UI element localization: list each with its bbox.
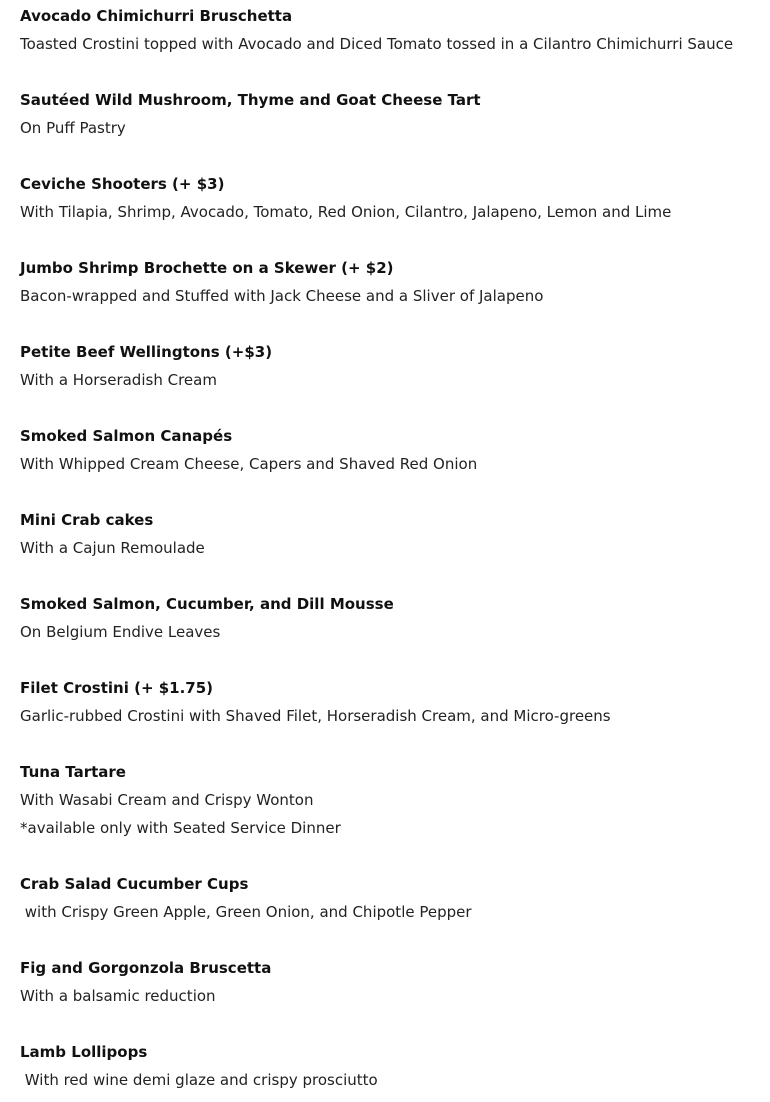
item-description: With Whipped Cream Cheese, Capers and Shaved Red Onion (20, 455, 478, 473)
item-name: Avocado Chimichurri Bruschetta (20, 7, 293, 25)
menu-item-lamb-lollipops (20, 1038, 760, 1094)
item-name: Petite Beef Wellingtons (+$3) (20, 343, 273, 361)
item-note: *available only with Seated Service Dinner (20, 819, 341, 837)
item-name: Crab Salad Cucumber Cups (20, 875, 249, 893)
menu-item-smoked-salmon-canapes (20, 422, 760, 478)
item-name: Jumbo Shrimp Brochette on a Skewer (+ $2) (20, 259, 394, 277)
item-name: Sautéed Wild Mushroom, Thyme and Goat Cheese Tart (20, 91, 481, 109)
menu-item-crab-salad-cucumber-cups (20, 870, 760, 926)
item-name: Fig and Gorgonzola Bruscetta (20, 959, 272, 977)
item-description: With a balsamic reduction (20, 987, 216, 1005)
item-description: with Crispy Green Apple, Green Onion, and Chipotle Pepper (20, 903, 472, 921)
menu-item-fig-gorgonzola-bruscetta (20, 954, 760, 1010)
menu-item-tuna-tartare (20, 758, 760, 842)
menu-item-jumbo-shrimp-brochette (20, 254, 760, 310)
item-description: With Tilapia, Shrimp, Avocado, Tomato, Red Onion, Cilantro, Jalapeno, Lemon and Lime (20, 203, 672, 221)
menu-item-mushroom-goat-cheese-tart (20, 86, 760, 142)
menu-item-mini-crab-cakes (20, 506, 760, 562)
item-description: On Puff Pastry (20, 119, 126, 137)
item-description: Bacon-wrapped and Stuffed with Jack Cheese and a Sliver of Jalapeno (20, 287, 544, 305)
item-name: Mini Crab cakes (20, 511, 154, 529)
menu-item-avocado-chimichurri-bruschetta (20, 2, 760, 58)
item-name: Smoked Salmon Canapés (20, 427, 233, 445)
item-name: Smoked Salmon, Cucumber, and Dill Mousse (20, 595, 394, 613)
item-description: With Wasabi Cream and Crispy Wonton (20, 791, 314, 809)
item-name: Ceviche Shooters (+ $3) (20, 175, 225, 193)
item-name: Lamb Lollipops (20, 1043, 148, 1061)
item-description: On Belgium Endive Leaves (20, 623, 221, 641)
item-name: Tuna Tartare (20, 763, 126, 781)
item-description: With a Horseradish Cream (20, 371, 217, 389)
item-description: With a Cajun Remoulade (20, 539, 205, 557)
item-description: With red wine demi glaze and crispy prosciutto (20, 1071, 378, 1089)
item-description: Garlic-rubbed Crostini with Shaved Filet, Horseradish Cream, and Micro-greens (20, 707, 611, 725)
item-name: Filet Crostini (+ $1.75) (20, 679, 214, 697)
menu-item-salmon-cucumber-dill-mousse (20, 590, 760, 646)
menu-item-ceviche-shooters (20, 170, 760, 226)
menu-item-petite-beef-wellingtons (20, 338, 760, 394)
item-description: Toasted Crostini topped with Avocado and Diced Tomato tossed in a Cilantro Chimichurri Sauce (20, 35, 734, 53)
menu-item-filet-crostini (20, 674, 760, 730)
